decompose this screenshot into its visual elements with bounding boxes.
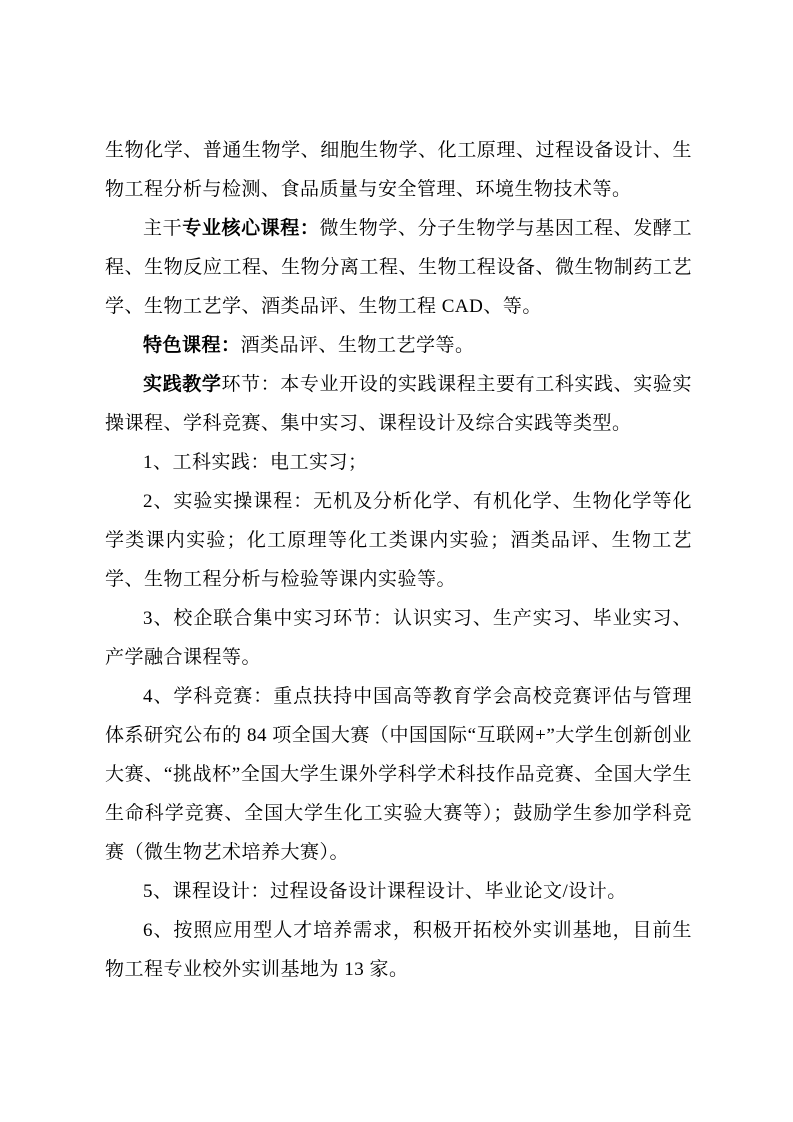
paragraph-9: [105, 872, 692, 911]
text-run: 微生物学、分子生物学与基因工程、发酵工程、生物反应工程、生物分离工程、生物工程设备、微生物制药工艺学、生物工艺学、酒类品评、生物工程 CAD、等。: [105, 218, 692, 317]
text-run: 2、实验实操课程：无机及分析化学、有机化学、生物化学等化学类课内实验；化工原理等化工类课内实验；酒类品评、生物工艺学、生物工程分析与检验等课内实验等。: [105, 491, 692, 590]
text-run: 生物化学、普通生物学、细胞生物学、化工原理、过程设备设计、生物工程分析与检测、食品质量与安全管理、环境生物技术等。: [105, 140, 692, 200]
paragraph-2: [105, 209, 692, 326]
bold-text-run: 实践教学: [143, 374, 222, 395]
paragraph-1: [105, 131, 692, 209]
paragraph-7: [105, 599, 692, 677]
paragraph-6: [105, 482, 692, 599]
text-run: 4、学科竞赛：重点扶持中国高等教育学会高校竞赛评估与管理体系研究公布的 84 项全国大赛（中国国际“互联网+”大学生创新创业大赛、“挑战杯”全国大学生课外学科学术科技作品竞赛、全国大学生生命科学竞赛、全国大学生化工实验大赛等）；鼓励学生参加学科竞赛（微生物艺术培养大赛）。: [105, 686, 692, 863]
text-run: 6、按照应用型人才培养需求，积极开拓校外实训基地，目前生物工程专业校外实训基地为 13 家。: [105, 920, 692, 980]
text-run: 酒类品评、生物工艺学等。: [240, 335, 475, 356]
paragraph-4: [105, 365, 692, 443]
paragraph-8: [105, 677, 692, 872]
text-run: 主干: [143, 218, 183, 239]
text-run: 1、工科实践：电工实习；: [143, 452, 368, 473]
text-run: 5、课程设计：过程设备设计课程设计、毕业论文/设计。: [143, 881, 627, 902]
bold-text-run: 特色课程：: [143, 335, 241, 356]
text-run: 3、校企联合集中实习环节：认识实习、生产实习、毕业实习、产学融合课程等。: [105, 608, 692, 668]
bold-text-run: 专业核心课程：: [182, 218, 320, 239]
text-run: 环节：本专业开设的实践课程主要有工科实践、实验实操课程、学科竞赛、集中实习、课程设计及综合实践等类型。: [105, 374, 692, 434]
document-body: [105, 131, 692, 989]
paragraph-3: [105, 326, 692, 365]
paragraph-5: [105, 443, 692, 482]
paragraph-10: [105, 911, 692, 989]
